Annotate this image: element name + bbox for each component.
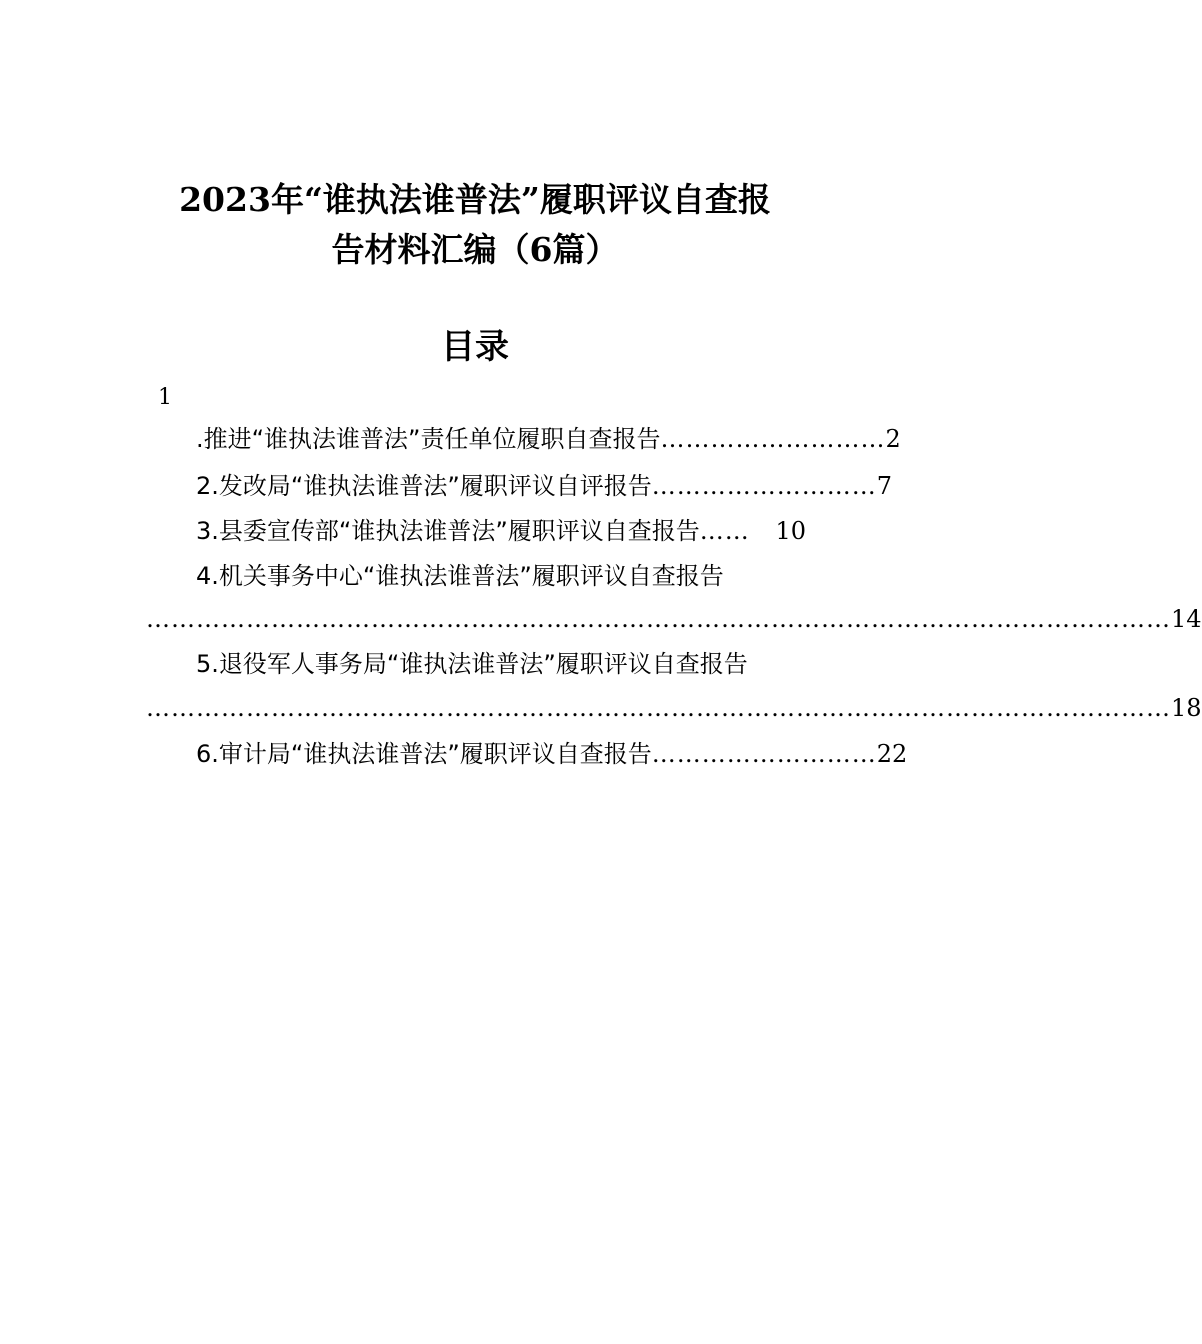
toc-entry-5[interactable] xyxy=(196,649,806,679)
toc-entry-3[interactable] xyxy=(196,516,806,546)
toc-entry-5-continuation[interactable] xyxy=(146,693,1202,723)
toc-entry-leader: ……………………… xyxy=(651,472,877,500)
document-title-line-2: 告材料汇编（6篇） xyxy=(331,230,619,269)
document-title-line-1: 2023年“谁执法谁普法”履职评议自查报 xyxy=(179,180,771,219)
toc-entry-page: 7 xyxy=(876,472,893,500)
toc-entry-leader: …………………………………………………………………………………………………………… xyxy=(146,605,1171,633)
toc-stray-number: 1 xyxy=(158,385,172,410)
toc-entry-4-continuation[interactable] xyxy=(146,604,1202,634)
toc-entry-2[interactable] xyxy=(196,471,893,501)
toc-entry-leader: ……………………… xyxy=(651,740,877,768)
toc-entry-title: 2.发改局“谁执法谁普法”履职评议自评报告 xyxy=(196,472,652,500)
toc-entry-page: 14 xyxy=(1171,605,1202,633)
toc-entry-leader: …… xyxy=(699,517,750,545)
toc-entry-title: 6.审计局“谁执法谁普法”履职评议自查报告 xyxy=(196,740,652,768)
toc-entry-page: 22 xyxy=(876,740,908,768)
toc-entry-title: 4.机关事务中心“谁执法谁普法”履职评议自查报告 xyxy=(196,562,724,590)
toc-entry-leader: ……………………… xyxy=(660,425,886,453)
toc-entry-title: 5.退役军人事务局“谁执法谁普法”履职评议自查报告 xyxy=(196,650,748,678)
toc-heading: 目录 xyxy=(441,327,509,367)
toc-entry-title: 3.县委宣传部“谁执法谁普法”履职评议自查报告 xyxy=(196,517,700,545)
toc-entry-title: .推进“谁执法谁普法”责任单位履职自查报告 xyxy=(196,425,661,453)
toc-entry-6[interactable] xyxy=(196,739,908,769)
toc-entry-page: 18 xyxy=(1171,694,1202,722)
toc-entry-page: 10 xyxy=(775,517,806,545)
toc-entry-1[interactable] xyxy=(196,424,901,454)
toc-entry-4[interactable] xyxy=(196,561,806,591)
toc-entry-leader: …………………………………………………………………………………………………………… xyxy=(146,694,1171,722)
toc-entry-page: 2 xyxy=(885,425,901,453)
